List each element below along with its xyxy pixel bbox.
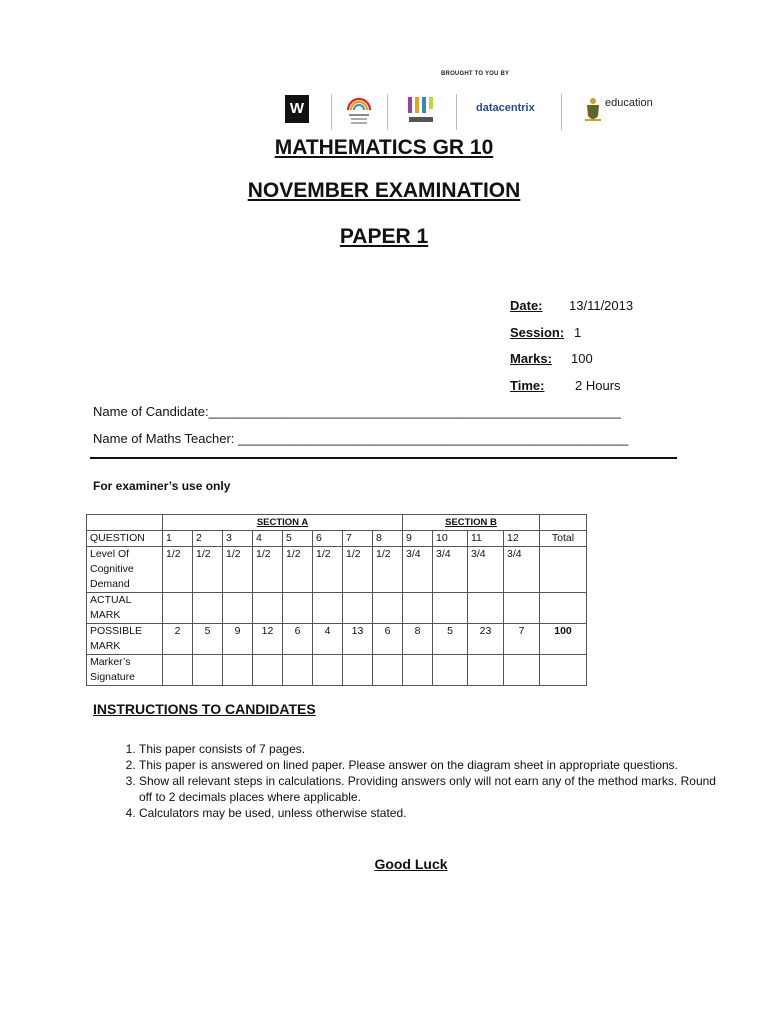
table-cell[interactable] <box>468 655 504 686</box>
table-cell[interactable] <box>373 593 403 624</box>
education-logo: education <box>605 97 653 109</box>
table-cell: 9 <box>403 531 433 547</box>
table-row <box>87 655 587 686</box>
table-cell[interactable] <box>193 593 223 624</box>
table-cell: 12 <box>504 531 540 547</box>
table-cell[interactable] <box>343 593 373 624</box>
table-row <box>87 624 587 655</box>
table-cell: 5 <box>283 531 313 547</box>
table-cell: 3/4 <box>504 547 540 593</box>
table-cell[interactable] <box>283 593 313 624</box>
table-cell: 1/2 <box>283 547 313 593</box>
table-cell[interactable] <box>504 593 540 624</box>
table-cell: 7 <box>343 531 373 547</box>
table-cell: 4 <box>313 624 343 655</box>
date-value: 13/11/2013 <box>569 298 634 313</box>
table-cell <box>540 515 587 531</box>
table-cell[interactable] <box>313 655 343 686</box>
table-cell <box>540 547 587 593</box>
table-row <box>87 547 587 593</box>
section-a-header: SECTION A <box>163 515 403 531</box>
table-cell[interactable] <box>223 655 253 686</box>
exam-title: NOVEMBER EXAMINATION <box>247 179 521 202</box>
session-value: 1 <box>574 325 582 340</box>
table-cell: 12 <box>253 624 283 655</box>
table-cell: 5 <box>193 624 223 655</box>
table-cell: 23 <box>468 624 504 655</box>
table-cell: 4 <box>253 531 283 547</box>
table-cell: 5 <box>433 624 468 655</box>
table-cell[interactable] <box>540 593 587 624</box>
wits-logo: W <box>285 95 309 123</box>
examiner-heading: For examiner’s use only <box>93 479 231 493</box>
table-cell[interactable] <box>403 655 433 686</box>
row-label: ACTUAL MARK <box>87 593 163 624</box>
logo-divider <box>387 94 388 130</box>
row-label: Marker’s Signature <box>87 655 163 686</box>
table-cell[interactable] <box>223 593 253 624</box>
logo-divider <box>331 94 332 130</box>
list-item: 1. This paper consists of 7 pages. <box>139 741 719 757</box>
list-item: 4. Calculators may be used, unless otherwise stated. <box>139 805 719 821</box>
total-marks-cell: 100 <box>540 624 587 655</box>
table-cell: 1/2 <box>253 547 283 593</box>
date-label: Date: <box>510 298 543 313</box>
table-cell[interactable] <box>373 655 403 686</box>
table-cell: 3/4 <box>468 547 504 593</box>
row-label: POSSIBLE MARK <box>87 624 163 655</box>
table-cell: 6 <box>373 624 403 655</box>
table-cell: 1/2 <box>163 547 193 593</box>
time-value: 2 Hours <box>575 378 621 393</box>
logo-divider <box>456 94 457 130</box>
table-cell: 10 <box>433 531 468 547</box>
datacentrix-logo: datacentrix <box>476 102 535 114</box>
table-cell: 1/2 <box>343 547 373 593</box>
my-logo <box>406 94 436 126</box>
instructions-heading: INSTRUCTIONS TO CANDIDATES <box>93 701 316 717</box>
marks-table <box>86 514 587 686</box>
table-cell[interactable] <box>468 593 504 624</box>
table-cell[interactable] <box>253 593 283 624</box>
marks-label: Marks: <box>510 351 552 366</box>
table-cell: 1/2 <box>373 547 403 593</box>
table-cell <box>87 515 163 531</box>
table-cell: 2 <box>163 624 193 655</box>
table-cell[interactable] <box>540 655 587 686</box>
table-cell[interactable] <box>163 655 193 686</box>
table-cell: 9 <box>223 624 253 655</box>
table-cell[interactable] <box>313 593 343 624</box>
table-cell: 3/4 <box>433 547 468 593</box>
table-cell[interactable] <box>403 593 433 624</box>
brought-to-you-by: BROUGHT TO YOU BY <box>441 71 510 77</box>
table-cell: 1/2 <box>223 547 253 593</box>
table-section-row <box>87 515 587 531</box>
table-cell[interactable] <box>253 655 283 686</box>
divider-line <box>90 457 677 459</box>
row-label: QUESTION <box>87 531 163 547</box>
table-cell: 8 <box>373 531 403 547</box>
table-row <box>87 593 587 624</box>
subject-title: MATHEMATICS GR 10 <box>274 136 494 159</box>
table-cell: 1 <box>163 531 193 547</box>
table-cell[interactable] <box>433 655 468 686</box>
logo-divider <box>561 94 562 130</box>
session-label: Session: <box>510 325 565 340</box>
table-cell: 1/2 <box>193 547 223 593</box>
table-cell: 1/2 <box>313 547 343 593</box>
rainbow-logo <box>343 94 375 130</box>
coat-of-arms-icon <box>583 96 603 124</box>
marks-value: 100 <box>571 351 593 366</box>
paper-title: PAPER 1 <box>339 225 429 248</box>
table-cell[interactable] <box>343 655 373 686</box>
list-item: 2. This paper is answered on lined paper. Please answer on the diagram sheet in appropriate questions. <box>139 757 719 773</box>
table-cell: 6 <box>313 531 343 547</box>
table-cell: 6 <box>283 624 313 655</box>
table-cell[interactable] <box>504 655 540 686</box>
table-cell: 3 <box>223 531 253 547</box>
row-label: Level Of Cognitive Demand <box>87 547 163 593</box>
good-luck-text: Good Luck <box>374 856 448 872</box>
table-cell: 7 <box>504 624 540 655</box>
candidate-name-field[interactable]: Name of Candidate:_________________________________________________________ <box>93 404 621 419</box>
table-cell: 11 <box>468 531 504 547</box>
table-cell[interactable] <box>193 655 223 686</box>
teacher-name-field[interactable]: Name of Maths Teacher: ______________________________________________________ <box>93 431 629 446</box>
table-cell[interactable] <box>433 593 468 624</box>
table-cell[interactable] <box>283 655 313 686</box>
instructions-list <box>93 741 719 821</box>
table-cell: Total <box>540 531 587 547</box>
table-row <box>87 531 587 547</box>
table-cell: 8 <box>403 624 433 655</box>
table-cell[interactable] <box>163 593 193 624</box>
table-cell: 13 <box>343 624 373 655</box>
section-b-header: SECTION B <box>403 515 540 531</box>
list-item: 3. Show all relevant steps in calculations. Providing answers only will not earn any of the method marks. Round off to 2 decimals places where applicable. <box>139 773 719 805</box>
time-label: Time: <box>510 378 545 393</box>
table-cell: 3/4 <box>403 547 433 593</box>
table-cell: 2 <box>193 531 223 547</box>
